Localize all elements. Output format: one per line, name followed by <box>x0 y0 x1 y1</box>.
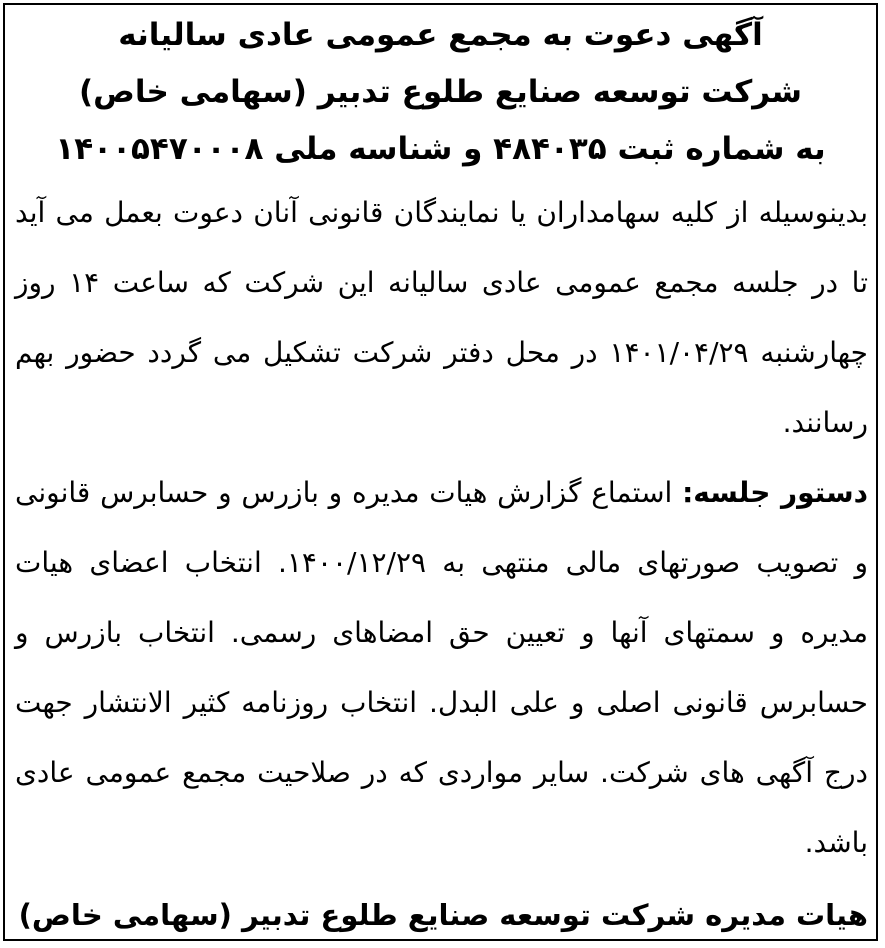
agenda-paragraph <box>15 458 868 878</box>
signature-line: هیات مدیره شرکت توسعه صنایع طلوع تدبیر (سهامی خاص) <box>18 898 868 932</box>
registration-info: به شماره ثبت ۴۸۴۰۳۵ و شناسه ملی ۱۴۰۰۵۴۷۰۰۰۸ <box>55 131 826 167</box>
company-name: شرکت توسعه صنایع طلوع تدبیر (سهامی خاص) <box>78 74 803 110</box>
invitation-paragraph: بدینوسیله از کلیه سهامداران یا نمایندگان قانونی آنان دعوت بعمل می آید تا در جلسه مجمع عمومی عادی سالیانه این شرکت که ساعت ۱۴ روز چهارشنبه ۱۴۰۱/۰۴/۲۹ در محل دفتر شرکت تشکیل می گردد حضور بهم رسانند. <box>15 196 868 439</box>
notice-header <box>5 7 876 178</box>
agenda-label: دستور جلسه: <box>682 476 868 509</box>
notice-frame <box>3 3 878 941</box>
agenda-text: استماع گزارش هیات مدیره و بازرس و حسابرس قانونی و تصویب صورتهای مالی منتهی به ۱۴۰۰/۱۲/۲۹. انتخاب اعضای هیات مدیره و سمتهای آنها و تعیین حق امضاهای رسمی. انتخاب بازرس و حسابرس قانونی اصلی و علی البدل. انتخاب روزنامه کثیر الانتشار جهت درج آگهی های شرکت. سایر مواردی که در صلاحیت مجمع عمومی عادی باشد. <box>15 476 868 859</box>
notice-title: آگهی دعوت به مجمع عمومی عادی سالیانه <box>118 17 763 53</box>
notice-body <box>5 178 876 878</box>
